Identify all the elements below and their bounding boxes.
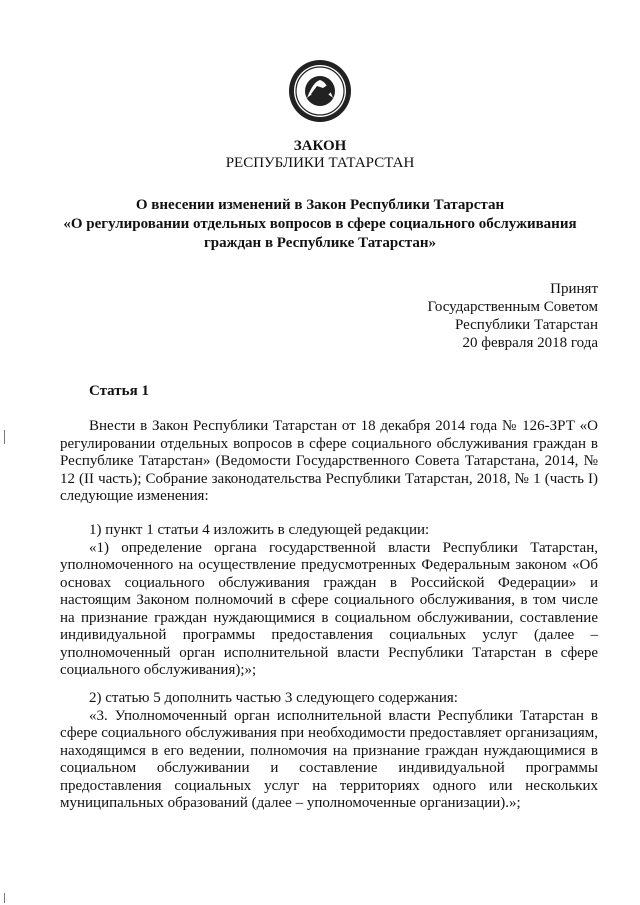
law-subtitle: РЕСПУБЛИКИ ТАТАРСТАН [225,155,415,171]
amendment-2 [60,690,598,813]
heading-line: граждан в Республике Татарстан» [203,235,437,251]
adoption-block [428,280,599,352]
scan-margin-mark [4,893,5,903]
article-intro [60,418,598,506]
scan-margin-mark [4,430,5,444]
paragraph: Внести в Закон Республики Татарстан от 18 декабря 2014 года № 126-ЗРТ «О регулировании отдельных вопросов в сфере социального обслуживания граждан в Республике Татарстан» (Ведомости Государственного Совета Татарстана, 2014, № 12 (II часть); Собрание законодательства Республики Татарстан, 2018, № 1 (часть I) следующие изменения: [60,418,598,504]
paragraph: 1) пункт 1 статьи 4 изложить в следующей редакции: [89,522,430,538]
adoption-line: Государственным Советом [427,299,598,315]
paragraph: 2) статью 5 дополнить частью 3 следующего содержания: [89,690,458,706]
paragraph: «3. Уполномоченный орган исполнительной власти Республики Татарстан в сфере социального обслуживания при необходимости предоставляет организациям, находящимся в его ведении, полномочия на признание граждан нуждающимися в социальном обслуживании и составление индивидуальной программы предоставления социальных услуг на территориях одного или нескольких муниципальных образований (далее – уполномоченные организации).»; [60,707,598,811]
article-title: Статья 1 [89,383,149,399]
paragraph: «1) определение органа государственной власти Республики Татарстан, уполномоченного на осуществление предусмотренных Федеральным законом «Об основах социального обслуживания граждан в Российской Федерации» и настоящим Законом полномочий в сфере социального обслуживания, в том числе на признание граждан нуждающимися в социальном обслуживании, составление индивидуальной программы предоставления социальных услуг (далее – уполномоченный орган исполнительной власти Республики Татарстан в сфере социального обслуживания);»; [60,539,598,678]
amendment-1 [60,522,598,680]
adoption-date: 20 февраля 2018 года [462,335,598,351]
law-title: ЗАКОН [293,138,347,154]
adoption-line: Принят [550,281,598,297]
tatarstan-coat-of-arms-icon [287,58,353,124]
heading-line: О внесении изменений в Закон Республики Татарстан [135,197,505,213]
heading-line: «О регулировании отдельных вопросов в сфере социального обслуживания [63,216,577,232]
law-heading [60,196,580,253]
adoption-line: Республики Татарстан [454,317,598,333]
